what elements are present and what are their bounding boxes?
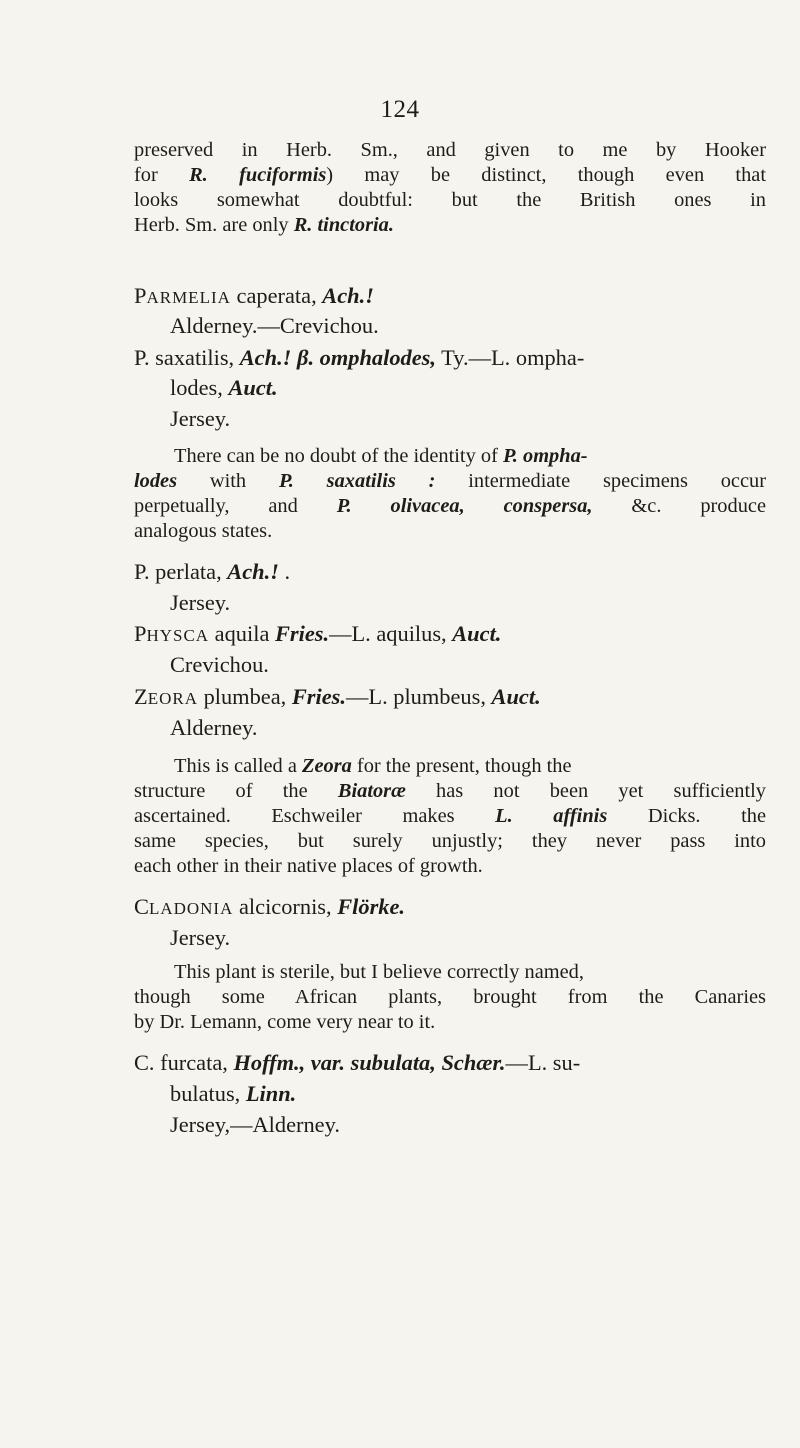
locality-line: [170, 590, 230, 616]
line-text: intermediate specimens occur: [435, 470, 766, 492]
species-entry-heading: [134, 283, 374, 309]
authority: Fries.: [274, 621, 330, 646]
authority: Linn.: [245, 1081, 297, 1106]
species-name: alcicornis,: [233, 894, 338, 919]
genus-initial: P: [134, 621, 147, 646]
locality: Jersey.: [170, 590, 231, 615]
line-text: preserved in Herb. Sm., and given to me by Hooker: [134, 139, 766, 161]
line-text: by Dr. Lemann, come very near to it.: [134, 1011, 436, 1033]
authority: Auct.: [228, 375, 278, 400]
text-line: [134, 189, 766, 212]
line-text: ) may be distinct, though even that: [326, 164, 767, 186]
genus-name: ARMELIA: [146, 288, 231, 307]
line-text: analogous states.: [134, 520, 273, 542]
locality: Jersey.: [170, 406, 231, 431]
locality-line: [170, 313, 379, 339]
species-name: P. saxatilis,: [134, 345, 240, 370]
text-line: [170, 375, 278, 401]
species-name: caperata,: [230, 283, 323, 308]
text-line: [174, 961, 584, 984]
text-line: [134, 986, 766, 1009]
genus-initial: Z: [134, 684, 148, 709]
text-line: [134, 830, 766, 853]
taxon-name: Zeora: [301, 755, 352, 777]
locality-line: [170, 925, 230, 951]
text-line: [134, 780, 766, 803]
genus-initial: P: [134, 283, 147, 308]
authority: Ach.!: [227, 559, 279, 584]
locality-line: [170, 406, 230, 432]
line-text: same species, but surely unjustly; they never pass into: [134, 830, 766, 852]
locality: Alderney.—Crevichou.: [170, 313, 379, 338]
text-line: [170, 1081, 296, 1107]
synonym: bulatus,: [170, 1081, 246, 1106]
page-number: 124: [380, 96, 420, 123]
line-text: for the present, though the: [351, 755, 572, 777]
taxon-name: P. olivacea, conspersa,: [336, 495, 593, 517]
synonym: —L. su-: [505, 1050, 581, 1075]
species-name: aquila: [209, 621, 275, 646]
authority: Fries.: [291, 684, 346, 709]
species-entry-heading: [134, 894, 405, 920]
taxon-name: R. tinctoria.: [293, 214, 394, 236]
taxon-name: P. ompha-: [502, 445, 588, 467]
locality: Alderney.: [170, 715, 258, 740]
taxon-name: L. affinis: [495, 805, 608, 827]
species-entry-heading: [134, 1050, 580, 1076]
species-name: plumbea,: [197, 684, 292, 709]
species-name: C. furcata,: [134, 1050, 234, 1075]
synonym: Ty.—L. ompha-: [435, 345, 585, 370]
line-text: for: [134, 164, 190, 186]
text-line: [134, 164, 766, 187]
genus-name: LADONIA: [148, 899, 234, 918]
text-line: [174, 445, 588, 468]
taxon-name: Biatoræ: [337, 780, 406, 802]
line-text: There can be no doubt of the identity of: [174, 445, 503, 467]
line-text: .: [278, 559, 291, 584]
genus-initial: C: [134, 894, 149, 919]
line-text: though some African plants, brought from the Canaries: [134, 986, 766, 1008]
text-line: [134, 214, 394, 237]
taxon-name: lodes: [134, 470, 178, 492]
text-line: [134, 495, 766, 518]
locality-line: [170, 652, 269, 678]
species-entry-heading: [134, 684, 541, 710]
text-line: [134, 139, 766, 162]
locality-line: [170, 1112, 340, 1138]
locality: Jersey.: [170, 925, 231, 950]
line-text: looks somewhat doubtful: but the British ones in: [134, 189, 766, 211]
synonym: —L. plumbeus,: [346, 684, 492, 709]
authority: Auct.: [452, 621, 502, 646]
line-text: This plant is sterile, but I believe correctly named,: [174, 961, 584, 983]
locality: Jersey,—Alderney.: [170, 1112, 340, 1137]
line-text: perpetually, and: [134, 495, 337, 517]
locality: Crevichou.: [170, 652, 269, 677]
text-line: [174, 755, 572, 778]
text-line: [134, 1011, 435, 1034]
authority: Flörke.: [337, 894, 406, 919]
authority: Ach.!: [322, 283, 374, 308]
taxon-name: R. fuciformis: [189, 164, 327, 186]
text-line: [134, 855, 483, 878]
line-text: has not been yet sufficiently: [405, 780, 767, 802]
line-text: Herb. Sm. are only: [134, 214, 294, 236]
genus-name: HYSCA: [146, 626, 210, 645]
line-text: each other in their native places of growth.: [134, 855, 483, 877]
taxon-name: P. saxatilis :: [278, 470, 436, 492]
species-name: P. perlata,: [134, 559, 228, 584]
authority: Auct.: [491, 684, 541, 709]
line-text: ascertained. Eschweiler makes: [134, 805, 496, 827]
species-entry-heading: [134, 559, 290, 585]
species-entry-heading: [134, 345, 584, 371]
line-text: with: [177, 470, 279, 492]
text-line: [134, 470, 766, 493]
species-entry-heading: [134, 621, 501, 647]
authority: Hoffm., var. subulata, Schær.: [233, 1050, 506, 1075]
line-text: &c. produce: [592, 495, 766, 517]
line-text: This is called a: [174, 755, 302, 777]
authority: Ach.! β. omphalodes,: [239, 345, 436, 370]
line-text: Dicks. the: [607, 805, 766, 827]
genus-name: EORA: [147, 689, 198, 708]
line-text: structure of the: [134, 780, 338, 802]
synonym: —L. aquilus,: [329, 621, 453, 646]
text-line: [134, 520, 272, 543]
synonym: lodes,: [170, 375, 229, 400]
text-line: [134, 805, 766, 828]
locality-line: [170, 715, 257, 741]
